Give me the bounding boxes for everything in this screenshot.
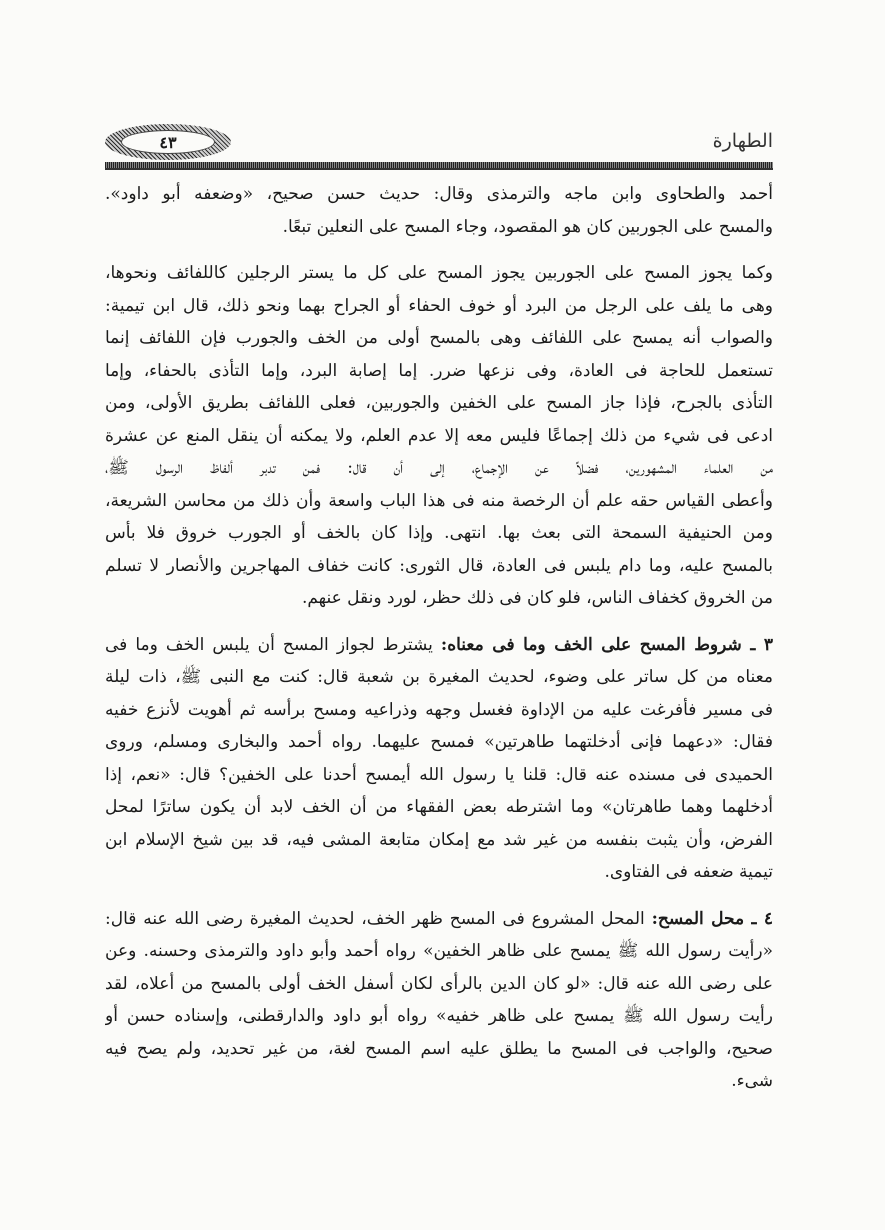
page-number-ornament (105, 124, 231, 160)
text-line: وأعطى القياس حقه علم أن الرخصة منه فى هذا الباب واسعة وأن ذلك من محاسن الشريعة، (105, 490, 773, 511)
text-line: معناه من كل ساتر على وضوء، لحديث المغيرة بن شعبة قال: كنت مع النبى ﷺ، ذات ليلة (105, 667, 773, 687)
text-line: أدخلهما وهما طاهرتان» وما اشترطه بعض الفقهاء من أن الخف لابد أن يكون ساترًا لمحل (105, 797, 773, 817)
text-line: على رضى الله عنه قال: «لو كان الدين بالرأى لكان أسفل الخف أولى بالمسح من أعلاه، لقد (105, 973, 773, 994)
text-line: صحيح، والواجب فى المسح ما يطلق عليه اسم المسح لغة، من غير تحديد، ولم يصح فيه (105, 1038, 773, 1059)
page-number: ٤٣ (121, 130, 215, 154)
text-line: ومن الحنيفية السمحة التى بعث بها. انتهى. وإذا كان بالخف أو الجورب خروق فلا بأس (105, 523, 773, 543)
paragraph-2 (105, 257, 773, 615)
text-fragment: المحل المشروع فى المسح ظهر الخف، لحديث المغيرة رضى الله عنه قال: (105, 908, 652, 929)
section-heading: ٤ ـ محل المسح: (651, 908, 773, 929)
text-line: والمسح على الجوربين كان هو المقصود، وجاء المسح على النعلين تبعًا. (282, 216, 773, 237)
text-line: بالمسح عليه، وما دام يلبس فى العادة، قال الثورى: كانت خفاف المهاجرين والأنصار لا تسلم (105, 555, 773, 576)
paragraph-1 (105, 178, 773, 243)
paragraph-3 (105, 629, 773, 889)
text-line: وكما يجوز المسح على الجوربين يجوز المسح على كل ما يستر الرجلين كاللفائف ونحوها، (105, 263, 773, 283)
header-rule-thin (105, 168, 773, 170)
text-line: الحميدى فى مسنده عنه قال: قلنا يا رسول الله أيمسح أحدنا على الخفين؟ قال: «نعم، إذا (105, 764, 773, 785)
text-line (105, 903, 773, 936)
text-line: من العلماء المشهورين، فضلاً عن الإجماع، إلى أن قال: فمن تدبر ألفاظ الرسول ﷺ، (105, 458, 773, 478)
text-line: «رأيت رسول الله ﷺ يمسح على ظاهر الخفين» رواه أحمد وأبو داود والترمذى وحسنه. وعن (105, 941, 773, 961)
text-line: الفرض، وأن يثبت بنفسه من غير شد مع إمكان متابعة المشى فيه، قد بين شيخ الإسلام ابن (105, 829, 773, 850)
paragraph-4 (105, 903, 773, 1098)
text-line: فقال: «دعهما فإنى أدخلتهما طاهرتين» فمسح عليهما. رواه أحمد والبخارى ومسلم، وروى (105, 732, 773, 752)
text-line: فى مسير فأفرغت عليه من الإداوة فغسل وجهه وذراعيه ومسح برأسه ثم أهويت لأنزع خفيه (105, 699, 773, 720)
text-line: أحمد والطحاوى وابن ماجه والترمذى وقال: حديث حسن صحيح، «وضعفه أبو داود». (105, 184, 773, 204)
text-line (105, 629, 773, 662)
text-line: تستعمل للحاجة فى العادة، وفى نزعها ضرر. إما إصابة البرد، وإما التأذى بالحفاء، وإما (105, 360, 773, 381)
text-line: تيمية ضعفه فى الفتاوى. (604, 862, 773, 882)
page-header (105, 124, 773, 170)
text-line: شىء. (731, 1071, 773, 1091)
chapter-title: الطهارة (712, 130, 773, 152)
text-line: وهى ما يلف على الرجل من البرد أو خوف الحفاء أو الجراح بهما ونحو ذلك، قال ابن تيمية: (105, 295, 773, 316)
text-line: من الخروق كخفاف الناس، فلو كان فى ذلك حظر، لورد ونقل عنهم. (301, 588, 773, 608)
text-line: رأيت رسول الله ﷺ يمسح على ظاهر خفيه» رواه أبو داود والدارقطنى، وإسناده حسن أو (105, 1006, 773, 1026)
text-line: التأذى بالجرح، فإذا جاز المسح على الخفين والجوربين، فعلى اللفائف بطريق الأولى، ومن (105, 393, 773, 413)
body-text (105, 178, 773, 1098)
section-heading: ٣ ـ شروط المسح على الخف وما فى معناه: (440, 634, 773, 655)
text-line: ادعى فى شيء من ذلك إجماعًا فليس معه إلا عدم العلم، ولا يمكنه أن ينقل المنع عن عشرة (105, 425, 773, 446)
text-line: والصواب أنه يمسح على اللفائف وهى بالمسح أولى من الخف والجورب فإن اللفائف إنما (105, 328, 773, 348)
text-fragment: يشترط لجواز المسح أن يلبس الخف وما فى (105, 634, 441, 655)
